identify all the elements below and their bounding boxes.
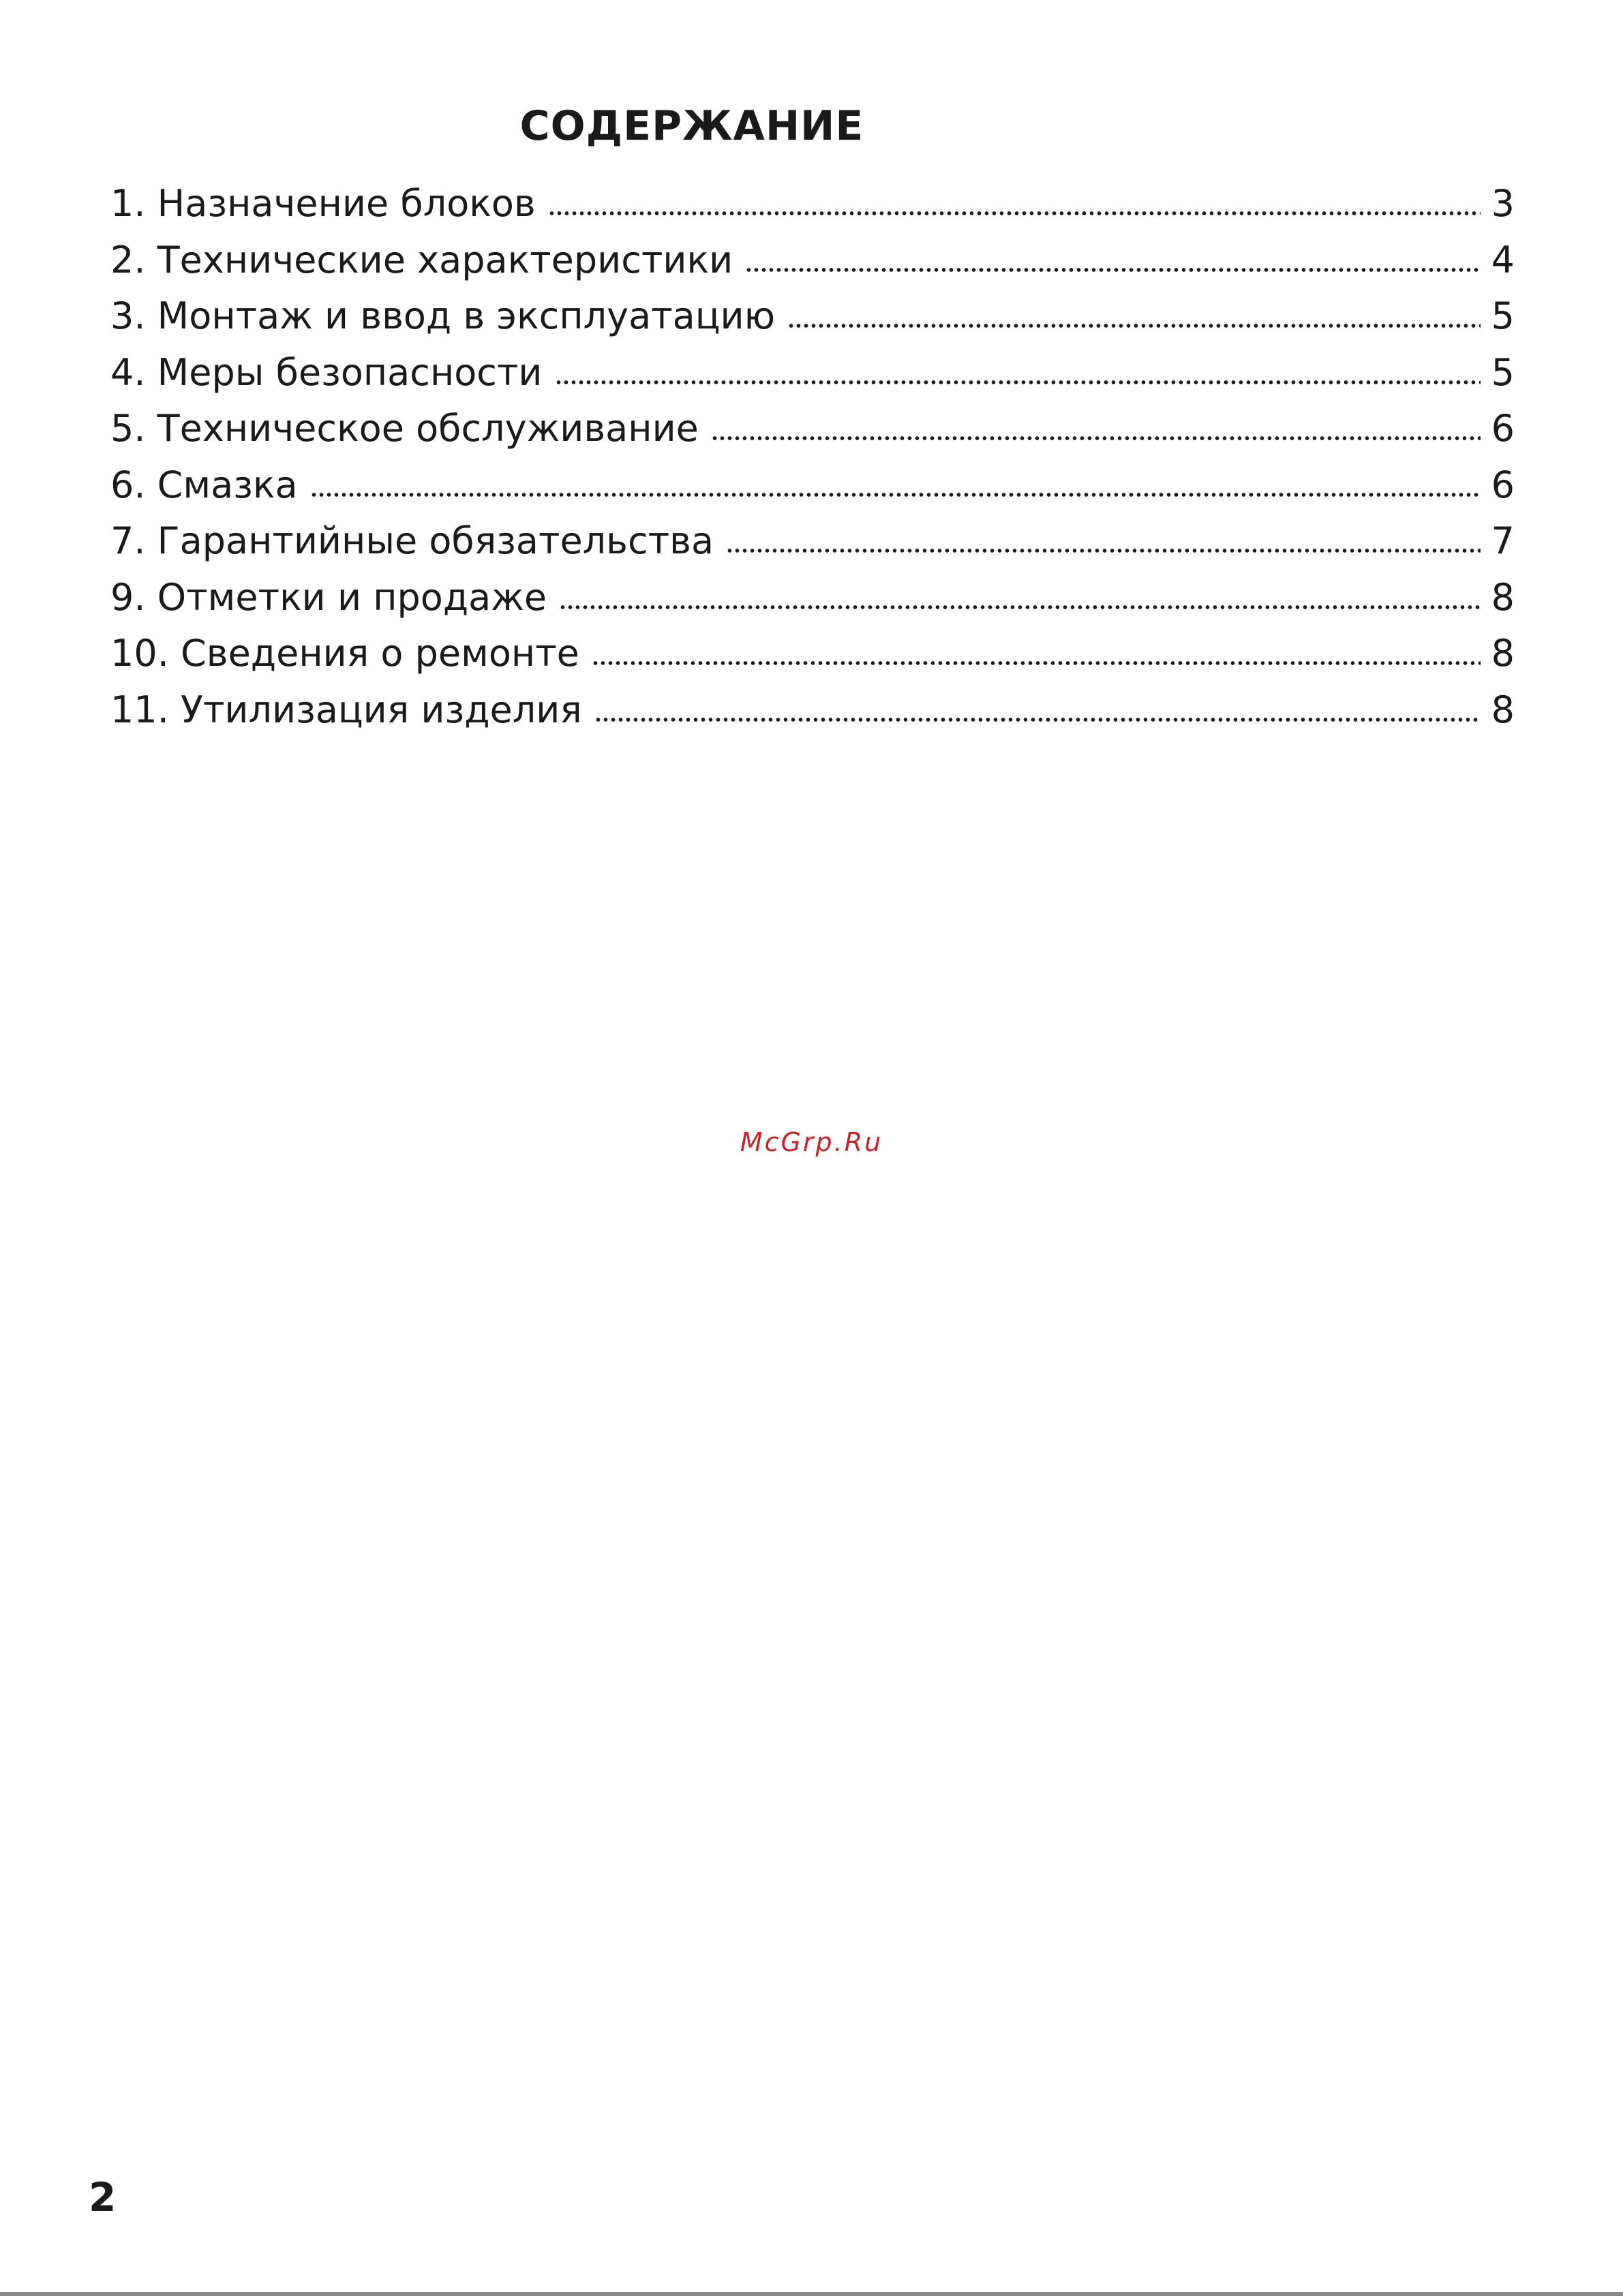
toc-entry-page: 5 <box>1491 294 1515 337</box>
toc-entry-page: 8 <box>1491 688 1515 731</box>
toc-entry-label: 5. Техническое обслуживание <box>110 407 699 450</box>
page-number: 2 <box>89 2174 117 2220</box>
toc-entry-label: 7. Гарантийные обязательства <box>110 519 714 562</box>
table-of-contents <box>110 176 1515 738</box>
toc-dot-leader <box>559 604 1481 610</box>
toc-entry-page: 5 <box>1491 350 1515 394</box>
toc-dot-leader <box>592 660 1481 666</box>
toc-title: СОДЕРЖАНИЕ <box>519 102 864 150</box>
toc-entry-label: 1. Назначение блоков <box>110 182 536 225</box>
toc-entry-page: 8 <box>1491 575 1515 619</box>
toc-dot-leader <box>745 267 1481 273</box>
toc-entry-label: 6. Смазка <box>110 463 298 506</box>
toc-entry-page: 8 <box>1491 632 1515 675</box>
toc-dot-leader <box>711 435 1481 441</box>
toc-entry[interactable] <box>110 176 1515 232</box>
toc-entry-label: 11. Утилизация изделия <box>110 688 582 731</box>
toc-entry[interactable] <box>110 513 1515 570</box>
toc-entry-label: 4. Меры безопасности <box>110 350 543 394</box>
toc-dot-leader <box>555 380 1481 385</box>
toc-dot-leader <box>726 548 1481 553</box>
toc-entry-page: 7 <box>1491 519 1515 562</box>
toc-entry-page: 6 <box>1491 463 1515 506</box>
toc-dot-leader <box>594 717 1481 722</box>
toc-entry[interactable] <box>110 401 1515 457</box>
bottom-divider <box>0 2292 1623 2296</box>
toc-entry[interactable] <box>110 457 1515 514</box>
toc-entry-page: 6 <box>1491 407 1515 450</box>
toc-entry[interactable] <box>110 626 1515 682</box>
toc-dot-leader <box>787 323 1481 328</box>
toc-entry-label: 2. Технические характеристики <box>110 238 733 281</box>
toc-entry[interactable] <box>110 232 1515 289</box>
toc-entry-label: 10. Сведения о ремонте <box>110 632 579 675</box>
toc-entry[interactable] <box>110 682 1515 739</box>
toc-dot-leader <box>548 211 1481 216</box>
toc-entry[interactable] <box>110 345 1515 401</box>
toc-entry[interactable] <box>110 288 1515 345</box>
toc-entry-label: 9. Отметки и продаже <box>110 575 547 619</box>
toc-entry[interactable] <box>110 570 1515 626</box>
toc-dot-leader <box>310 492 1481 498</box>
toc-entry-page: 4 <box>1491 238 1515 281</box>
toc-entry-page: 3 <box>1491 182 1515 225</box>
toc-entry-label: 3. Монтаж и ввод в эксплуатацию <box>110 294 776 337</box>
watermark[interactable]: McGrp.Ru <box>740 1127 883 1157</box>
